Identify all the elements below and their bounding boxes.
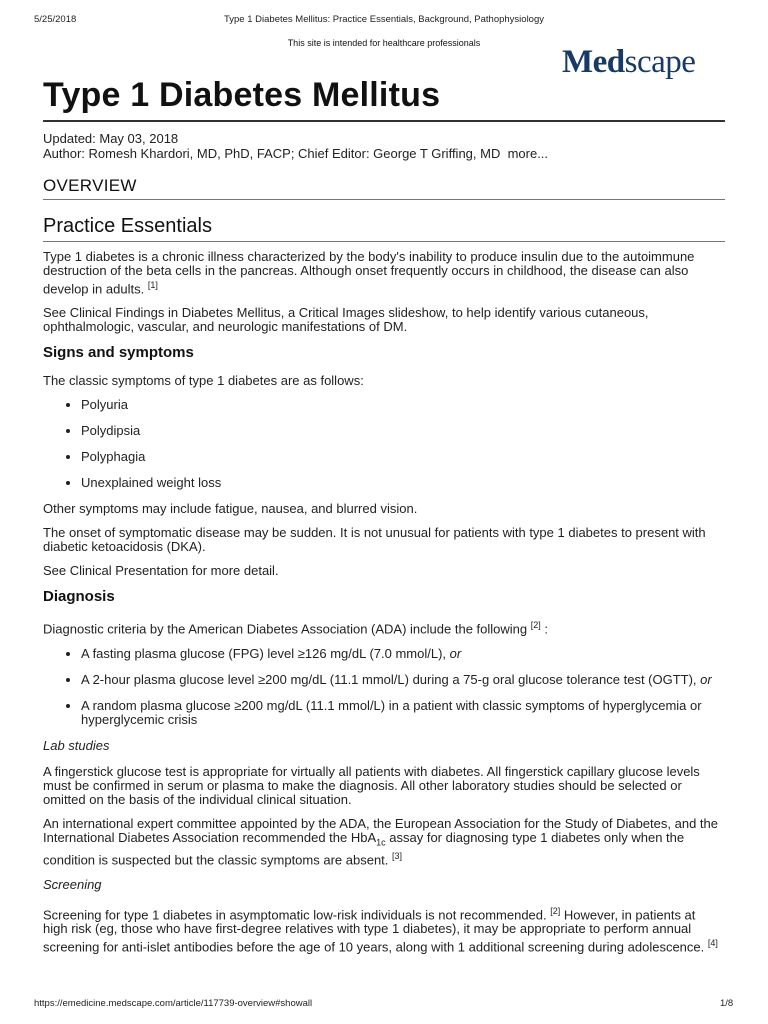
- screening-heading: Screening: [43, 876, 102, 892]
- author-line: [43, 146, 548, 161]
- list-item: • Polyuria: [81, 398, 723, 412]
- list-item: • Polyphagia: [81, 450, 723, 464]
- logo-part-1: Med: [562, 44, 625, 80]
- logo-part-2: scape: [624, 44, 696, 80]
- author-text: Author: Romesh Khardori, MD, PhD, FACP; Chief Editor: George T Griffing, MD: [43, 146, 501, 161]
- updated-date: Updated: May 03, 2018: [43, 131, 179, 146]
- international-committee-paragraph: An international expert committee appointed by the ADA, the European Association for the Study of Diabetes, and the International Diabetes Association recommended the HbA$_{1c}$ assay for diagnosing type 1 diabetes only when the condition is suspected but the classic symptoms are absent. [3]: [43, 815, 718, 868]
- other-symptoms: Other symptoms may include fatigue, nausea, and blurred vision.: [43, 501, 418, 517]
- medscape-logo[interactable]: [562, 44, 695, 81]
- reference-2[interactable]: [2]: [530, 620, 541, 631]
- list-item: • Unexplained weight loss: [81, 476, 723, 490]
- lab-studies-heading: Lab studies: [43, 737, 110, 753]
- diagnosis-intro: Diagnostic criteria by the American Diabetes Association (ADA) include the following [2] :: [43, 620, 548, 637]
- section-title: Practice Essentials: [43, 215, 212, 237]
- intro-paragraph: Type 1 diabetes is a chronic illness characterized by the body's inability to produce insulin due to the autoimmune destruction of the beta cells in the pancreas. Although onset frequently occurs in childhood, the disease can also develop in adults. [1]: [43, 249, 695, 297]
- reference-1[interactable]: [1]: [147, 280, 158, 290]
- reference-3[interactable]: [3]: [392, 851, 403, 862]
- section-divider: [43, 241, 725, 242]
- list-item: • Polydipsia: [81, 424, 723, 438]
- list-item: • A 2-hour plasma glucose level ≥200 mg/dL (11.1 mmol/L) during a 75-g oral glucose tolerance test (OGTT), or: [81, 673, 723, 687]
- overview-heading: OVERVIEW: [43, 176, 137, 195]
- reference-4[interactable]: [4]: [707, 937, 718, 948]
- diagnosis-heading: Diagnosis: [43, 588, 115, 606]
- reference-2b[interactable]: [2]: [550, 905, 561, 916]
- title-divider: [43, 120, 725, 122]
- lab-studies-paragraph: A fingerstick glucose test is appropriate for virtually all patients with diabetes. All fingerstick capillary glucose levels must be confirmed in serum or plasma to make the diagnosis. All other laboratory studies should be selected or omitted on the basis of the individual clinical situation.: [43, 763, 700, 807]
- screening-paragraph: Screening for type 1 diabetes in asymptomatic low-risk individuals is not recommended. [2] However, in patients at high risk (eg, those who have first-degree relatives with type 1 diabetes), it may be appropriate to perform annual screening for anti-islet antibodies before the age of 10 years, along with 1 additional screening during adolescence. [4]: [43, 905, 718, 955]
- more-link[interactable]: more...: [507, 146, 549, 161]
- overview-divider: [43, 199, 725, 200]
- list-item: • A random plasma glucose ≥200 mg/dL (11.1 mmol/L) in a patient with classic symptoms of hyperglycemia or hyperglycemic crisis: [81, 699, 723, 727]
- signs-heading: Signs and symptoms: [43, 344, 194, 362]
- criteria-list: [43, 647, 723, 727]
- print-header-title: Type 1 Diabetes Mellitus: Practice Essentials, Background, Pathophysiology: [224, 14, 544, 25]
- print-header-date: 5/25/2018: [34, 14, 77, 25]
- signs-intro: The classic symptoms of type 1 diabetes are as follows:: [43, 373, 364, 389]
- list-item: • A fasting plasma glucose (FPG) level ≥126 mg/dL (7.0 mmol/L), or: [81, 647, 723, 661]
- clinical-presentation-link[interactable]: See Clinical Presentation for more detail.: [43, 563, 279, 579]
- page-title: Type 1 Diabetes Mellitus: [43, 76, 441, 114]
- onset-paragraph: The onset of symptomatic disease may be sudden. It is not unusual for patients with type 1 diabetes to present with diabetic ketoacidosis (DKA).: [43, 525, 706, 555]
- slideshow-paragraph: See Clinical Findings in Diabetes Mellitus, a Critical Images slideshow, to help identify various cutaneous, ophthalmologic, vascular, and neurologic manifestations of DM.: [43, 305, 649, 335]
- symptom-list: [43, 398, 723, 490]
- healthcare-notice: This site is intended for healthcare professionals: [287, 38, 481, 48]
- print-footer-url: https://emedicine.medscape.com/article/117739-overview#showall: [34, 998, 313, 1009]
- print-footer-page: 1/8: [720, 998, 734, 1009]
- article-body: [43, 250, 723, 964]
